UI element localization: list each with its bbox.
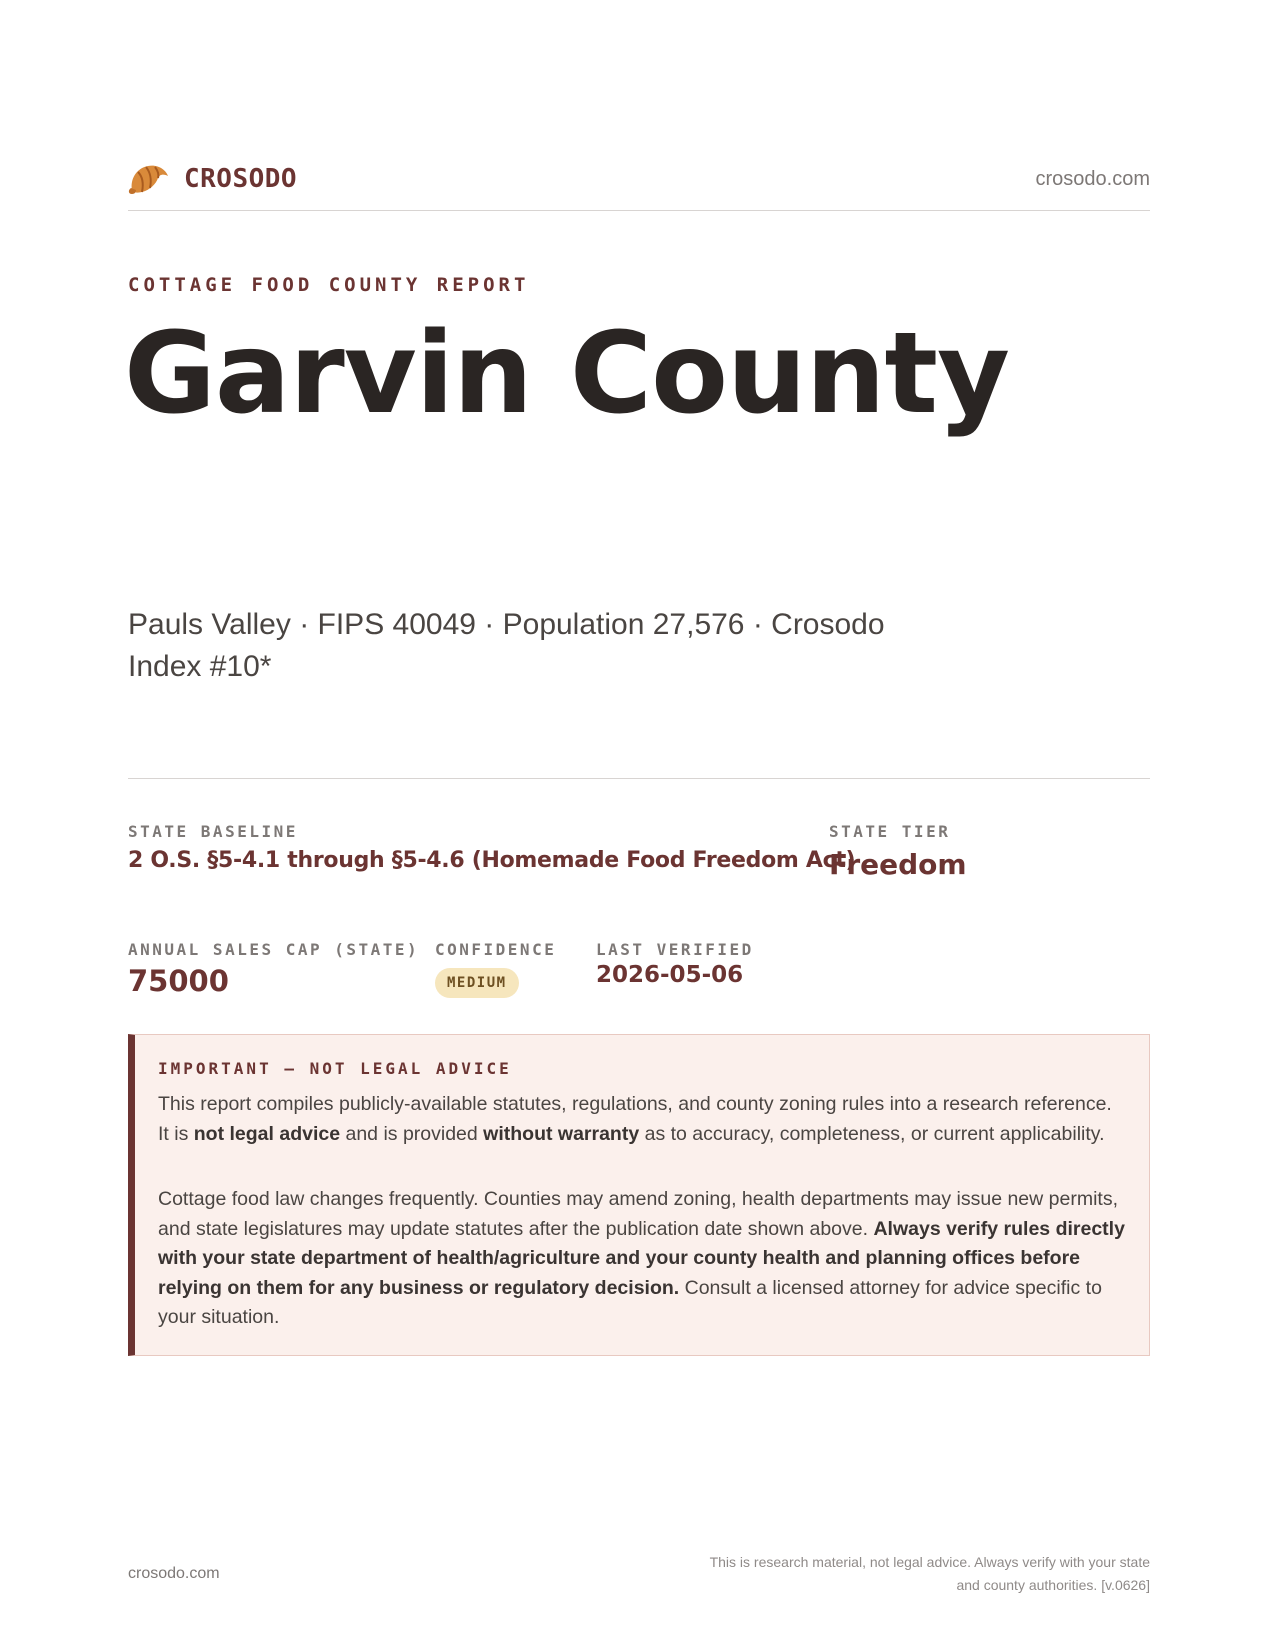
page-title: Garvin County [124, 309, 1010, 439]
croissant-icon [128, 160, 170, 198]
header-site-link[interactable]: crosodo.com [1035, 168, 1150, 190]
confidence-badge: MEDIUM [435, 968, 519, 998]
footer-disclaimer [630, 1551, 1150, 1597]
notice-text: as to accuracy, completeness, or current applicability. [639, 1122, 1105, 1145]
notice-text: Consult a licensed attorney for advice specific to your situation. [158, 1276, 1102, 1328]
report-eyebrow: COTTAGE FOOD COUNTY REPORT [128, 274, 530, 296]
footer-disclaimer-line-2: and county authorities. [v.0626] [956, 1577, 1150, 1593]
notice-text: This report compiles publicly-available statutes, regulations, and county zoning rules into a research reference. It is [158, 1093, 1112, 1145]
state-baseline-value: 2 O.S. §5-4.1 through §5-4.6 (Homemade Food Freedom Act) [128, 848, 856, 873]
footer-disclaimer-line-1: This is research material, not legal advice. Always verify with your state [709, 1554, 1150, 1570]
page-header [128, 158, 1150, 211]
state-tier-value: Freedom [829, 848, 967, 881]
footer-site-link[interactable]: crosodo.com [128, 1565, 220, 1582]
last-verified-label: LAST VERIFIED [596, 940, 754, 959]
annual-sales-cap-value: 75000 [128, 964, 229, 998]
notice-emphasis: not legal advice [193, 1122, 341, 1145]
state-tier-label: STATE TIER [829, 822, 951, 841]
county-subtitle: Pauls Valley · FIPS 40049 · Population 27,576 · Crosodo Index #10* [128, 608, 885, 683]
report-page [124, 0, 1150, 1650]
section-divider [128, 778, 1150, 779]
notice-title: IMPORTANT — NOT LEGAL ADVICE [158, 1059, 512, 1078]
last-verified-value: 2026-05-06 [596, 962, 744, 988]
confidence-label: CONFIDENCE [435, 940, 557, 959]
notice-emphasis: Always verify rules directly with your state department of health/agriculture and your county health and planning offices before relying on them for any business or regulatory decision. [158, 1217, 1125, 1299]
state-baseline-label: STATE BASELINE [128, 822, 298, 841]
notice-paragraph-1 [158, 1090, 1128, 1149]
notice-emphasis: without warranty [483, 1122, 640, 1145]
notice-paragraph-2 [158, 1185, 1128, 1333]
brand-name: CROSODO [184, 164, 298, 194]
notice-text: and is provided [340, 1122, 484, 1145]
annual-sales-cap-label: ANNUAL SALES CAP (STATE) [128, 940, 420, 959]
legal-notice [128, 1034, 1150, 1356]
notice-text: Cottage food law changes frequently. Counties may amend zoning, health departments may issue new permits, and state legislatures may update statutes after the publication date shown above. [158, 1188, 1118, 1240]
brand[interactable] [128, 160, 297, 198]
